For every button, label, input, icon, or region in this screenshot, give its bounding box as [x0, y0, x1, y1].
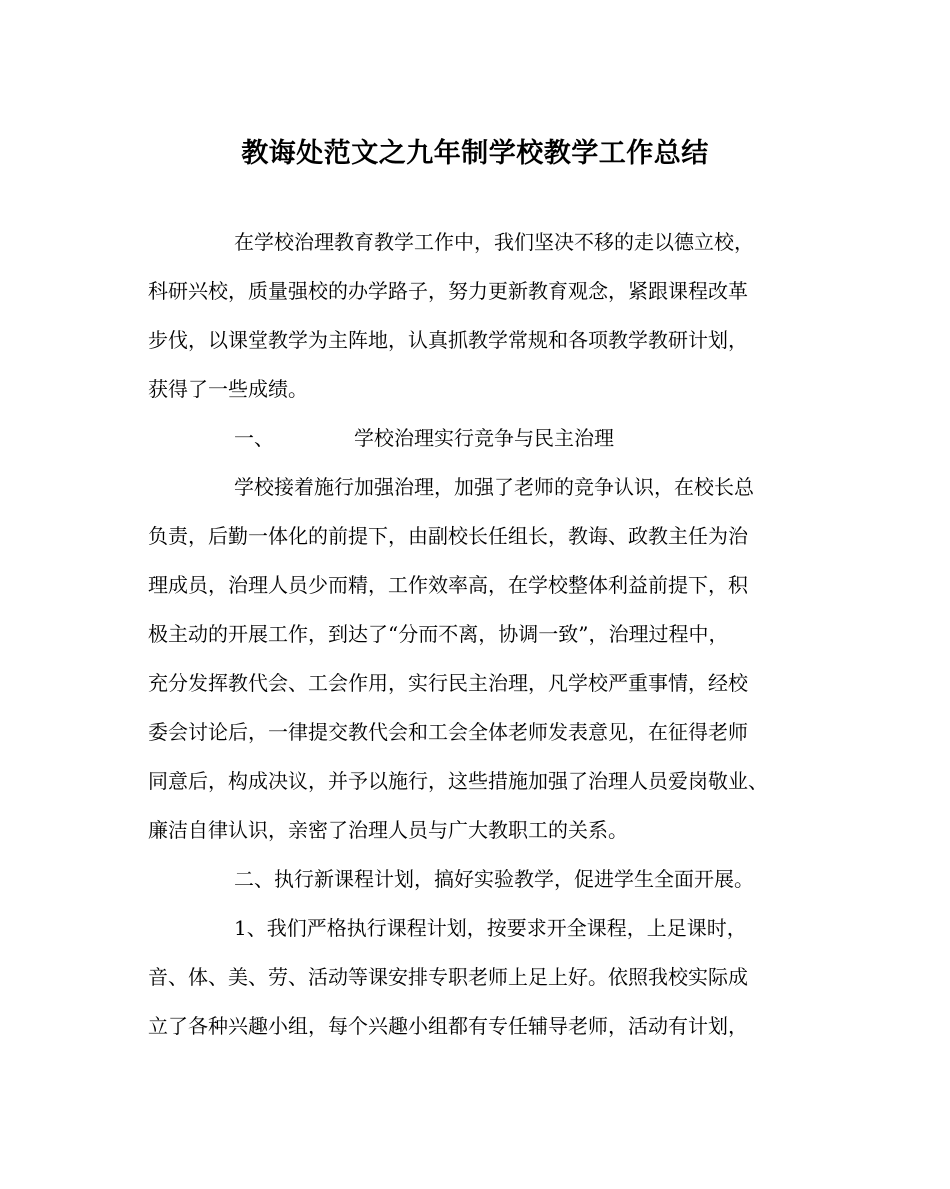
section-heading-line: 二、执行新课程计划，搞好实验教学，促进学生全面开展。: [234, 867, 754, 891]
paragraph-line: 获得了一些成绩。: [148, 377, 308, 401]
section-heading-text: 学校治理实行竞争与民主治理: [354, 426, 614, 450]
document-body: [148, 218, 808, 1051]
paragraph-line: 科研兴校，质量强校的办学路子，努力更新教育观念，紧跟课程改革: [148, 279, 748, 303]
paragraph-line: 廉洁自律认识，亲密了治理人员与广大教职工的关系。: [148, 818, 628, 842]
paragraph-line: 在学校治理教育教学工作中，我们坚决不移的走以德立校，: [234, 230, 754, 254]
paragraph-line: 立了各种兴趣小组，每个兴趣小组都有专任辅导老师，活动有计划，: [148, 1014, 748, 1038]
section-heading-number: 一、: [234, 426, 274, 450]
paragraph-line: 步伐，以课堂教学为主阵地，认真抓教学常规和各项教学教研计划，: [148, 328, 748, 352]
paragraph-line: 理成员，治理人员少而精，工作效率高，在学校整体利益前提下，积: [148, 573, 748, 597]
paragraph-line: 极主动的开展工作，到达了“分而不离，协调一致”，治理过程中，: [148, 622, 729, 646]
paragraph-line: 同意后，构成决议，并予以施行，这些措施加强了治理人员爱岗敬业、: [148, 769, 768, 793]
paragraph-line: 充分发挥教代会、工会作用，实行民主治理，凡学校严重事情，经校: [148, 671, 748, 695]
paragraph-line: 负责，后勤一体化的前提下，由副校长任组长，教诲、政教主任为治: [148, 524, 748, 548]
paragraph-line: 音、体、美、劳、活动等课安排专职老师上足上好。依照我校实际成: [148, 965, 748, 989]
paragraph-line: 委会讨论后，一律提交教代会和工会全体老师发表意见，在征得老师: [148, 720, 748, 744]
document-title: 教诲处范文之九年制学校教学工作总结: [241, 138, 709, 169]
paragraph-line: 学校接着施行加强治理，加强了老师的竞争认识，在校长总: [234, 475, 754, 499]
section-heading: [148, 414, 808, 463]
paragraph-line: 1、我们严格执行课程计划，按要求开全课程，上足课时，: [234, 916, 747, 940]
